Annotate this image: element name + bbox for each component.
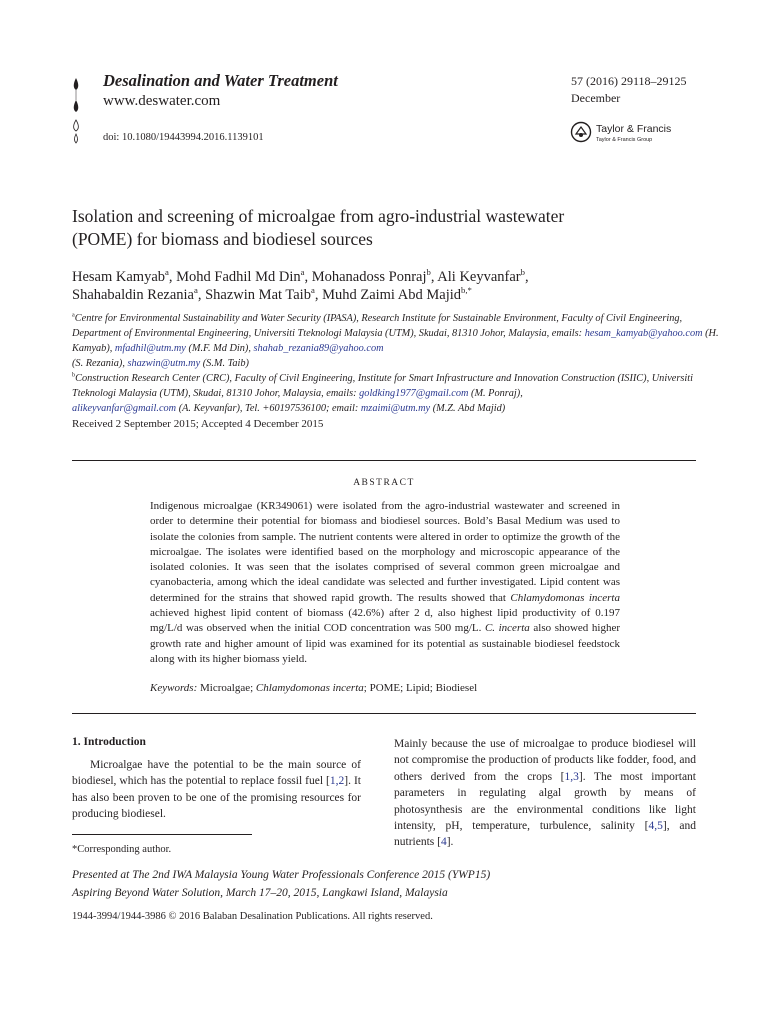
author: Mohd Fadhil Md Din bbox=[176, 269, 301, 285]
citation-link[interactable]: 4,5 bbox=[648, 820, 663, 833]
author-sep: , bbox=[197, 287, 206, 303]
email-link[interactable]: mfadhil@utm.my bbox=[114, 343, 186, 354]
publisher-group: Taylor & Francis Group bbox=[596, 137, 653, 143]
author-sep: , bbox=[168, 269, 177, 285]
body-column-right bbox=[394, 736, 696, 851]
corresponding-footnote: *Corresponding author. bbox=[72, 844, 172, 855]
body-text: ]. bbox=[446, 836, 454, 849]
presented-note bbox=[72, 866, 692, 902]
email-link[interactable]: shahab_rezania89@yahoo.com bbox=[253, 343, 384, 354]
citation-link[interactable]: 4 bbox=[440, 836, 447, 849]
body-text: ], and nutrients [ bbox=[394, 820, 696, 849]
keyword: ; POME; Lipid; Biodiesel bbox=[363, 682, 478, 694]
issue-month: December bbox=[571, 91, 621, 105]
species-name: C. incerta bbox=[484, 622, 530, 635]
email-link[interactable]: hesam_kamyab@yahoo.com bbox=[584, 328, 703, 339]
author-sep: , bbox=[314, 287, 323, 303]
abstract-heading: ABSTRACT bbox=[353, 478, 415, 488]
publisher-emblem-icon bbox=[570, 121, 592, 143]
affil-note: (M.Z. Abd Majid) bbox=[430, 403, 506, 414]
affil-note: (M.F. Md Din), bbox=[185, 343, 254, 354]
keywords bbox=[150, 682, 620, 694]
abstract-part: achieved highest lipid content of biomass (42.6%) after 2 d, also highest lipid productivity of 0.197 mg/L/d was observed when the initial COD concentration was 500 mg/L. bbox=[150, 607, 620, 635]
publisher-logo bbox=[570, 121, 675, 147]
email-link[interactable]: shazwin@utm.my bbox=[127, 358, 201, 369]
affil-sup: a bbox=[72, 311, 75, 319]
keyword: Microalgae; bbox=[197, 682, 256, 694]
abstract-part: also showed higher growth rate and higher amount of lipid was examined for its potential as sustainable biodiesel feedstock along with its higher biomass yield. bbox=[150, 622, 620, 665]
affil-note: (S.M. Taib) bbox=[200, 358, 249, 369]
affiliation-b bbox=[72, 371, 722, 416]
author: Mohanadoss Ponraj bbox=[311, 269, 427, 285]
divider bbox=[72, 460, 696, 461]
affiliation-a bbox=[72, 311, 722, 371]
journal-url[interactable]: www.deswater.com bbox=[103, 93, 221, 109]
volume-info bbox=[571, 73, 687, 107]
author-list bbox=[72, 268, 712, 304]
journal-drops-logo bbox=[72, 74, 94, 144]
title-line-2: (POME) for biomass and biodiesel sources bbox=[72, 229, 373, 249]
species-name: Chlamydomonas incerta bbox=[510, 591, 620, 604]
affil-note: (S. Rezania), bbox=[72, 358, 128, 369]
body-text: ]. It has also been proven to be one of the promising resources for producing biodiesel. bbox=[72, 775, 361, 821]
author-sep: , bbox=[430, 269, 438, 285]
title-line-1: Isolation and screening of microalgae from agro-industrial wastewater bbox=[72, 206, 565, 226]
body-column-left bbox=[72, 757, 361, 823]
author-sup: a bbox=[310, 285, 315, 296]
affil-sup: b bbox=[72, 371, 76, 379]
author-sup: b bbox=[520, 267, 525, 278]
affil-note: (A. Keyvanfar), Tel. +60197536100; email: bbox=[176, 403, 361, 414]
publisher-name: Taylor & Francis bbox=[596, 123, 672, 135]
affil-note: (H. Kamyab), bbox=[72, 328, 719, 354]
keyword: Chlamydomonas incerta bbox=[255, 682, 364, 694]
body-text: Mainly because the use of microalgae to produce biodiesel will not compromise the production of products like fodder, food, and others derived from the crops [ bbox=[394, 738, 696, 783]
citation-link[interactable]: 1,2 bbox=[329, 775, 345, 788]
author-sup: b,* bbox=[461, 285, 472, 296]
affil-text: Construction Research Center (CRC), Faculty of Civil Engineering, Institute for Smart Infrastructure and Innovation Construction (ISIIC), Universiti Tteknologi Malaysia (UTM), Skudai, 81310 Johor, Malaysia, emails: bbox=[72, 373, 693, 399]
affil-text: Centre for Environmental Sustainability and Water Security (IPASA), Research Institute for Sustainable Environment, Faculty of Civil Engineering, Department of Environmental Engineering, Universiti Tteknologi Malaysia (UTM), Skudai, 81310 Johor, Malaysia, emails: bbox=[72, 313, 683, 339]
body-text: Microalgae have the potential to be the main source of biodiesel, which has the potential to replace fossil fuel [ bbox=[72, 759, 361, 788]
author: Ali Keyvanfar bbox=[437, 269, 521, 285]
footnote-rule bbox=[72, 834, 252, 835]
author-sup: a bbox=[165, 267, 169, 278]
author: Shahabaldin Rezania bbox=[72, 287, 194, 303]
keywords-label: Keywords: bbox=[150, 682, 198, 694]
section-heading: 1. Introduction bbox=[72, 736, 146, 748]
affiliations bbox=[72, 311, 722, 416]
author-sup: a bbox=[194, 285, 198, 296]
abstract-text bbox=[150, 499, 620, 667]
email-link[interactable]: goldking1977@gmail.com bbox=[359, 388, 469, 399]
presented-line-2: Aspiring Beyond Water Solution, March 17–20, 2015, Langkawi Island, Malaysia bbox=[72, 887, 448, 899]
email-link[interactable]: mzaimi@utm.my bbox=[360, 403, 431, 414]
doi[interactable]: doi: 10.1080/19443994.2016.1139101 bbox=[103, 132, 264, 143]
author: Hesam Kamyab bbox=[72, 269, 166, 285]
article-title bbox=[72, 205, 712, 251]
author-sup: b bbox=[426, 267, 431, 278]
author-sep: , bbox=[304, 269, 312, 285]
volume-line: 57 (2016) 29118–29125 bbox=[571, 74, 687, 88]
journal-title: Desalination and Water Treatment bbox=[103, 71, 338, 90]
divider bbox=[72, 713, 696, 714]
email-link[interactable]: alikeyvanfar@gmail.com bbox=[72, 403, 177, 414]
author: Shazwin Mat Taib bbox=[205, 287, 311, 303]
citation-link[interactable]: 1,3 bbox=[564, 770, 579, 783]
author-sep: , bbox=[524, 269, 529, 285]
body-text: ]. The most important parameters in regulating algal growth by means of photosynthesis are the environmental conditions like light intensity, pH, temperature, turbulence, salinity [ bbox=[394, 770, 696, 833]
copyright: 1944-3994/1944-3986 © 2016 Balaban Desalination Publications. All rights reserved. bbox=[72, 911, 433, 922]
affil-note: (M. Ponraj), bbox=[468, 388, 523, 399]
author: Muhd Zaimi Abd Majid bbox=[322, 287, 462, 303]
presented-line-1: Presented at The 2nd IWA Malaysia Young Water Professionals Conference 2015 (YWP15) bbox=[72, 869, 491, 881]
abstract-part: Indigenous microalgae (KR349061) were isolated from the agro-industrial wastewater and screened in order to determine their potential for biomass and biodiesel sources. Bold’s Basal Medium was used to isolate the colonies from sample. The nutrient contents were altered in order to optimize the growth of the microalgae. The isolates were identified based on the morphology and microscopic appearance of the isolated colonies. It was seen that the isolates comprised of several common green microalgae and cyanobacteria, among which the ideal candidate was selected and further investigated. Lipid content was determined for the strains that showed rapid growth. The results showed that bbox=[150, 500, 620, 604]
received-dates: Received 2 September 2015; Accepted 4 December 2015 bbox=[72, 418, 324, 430]
author-sup: a bbox=[300, 267, 305, 278]
